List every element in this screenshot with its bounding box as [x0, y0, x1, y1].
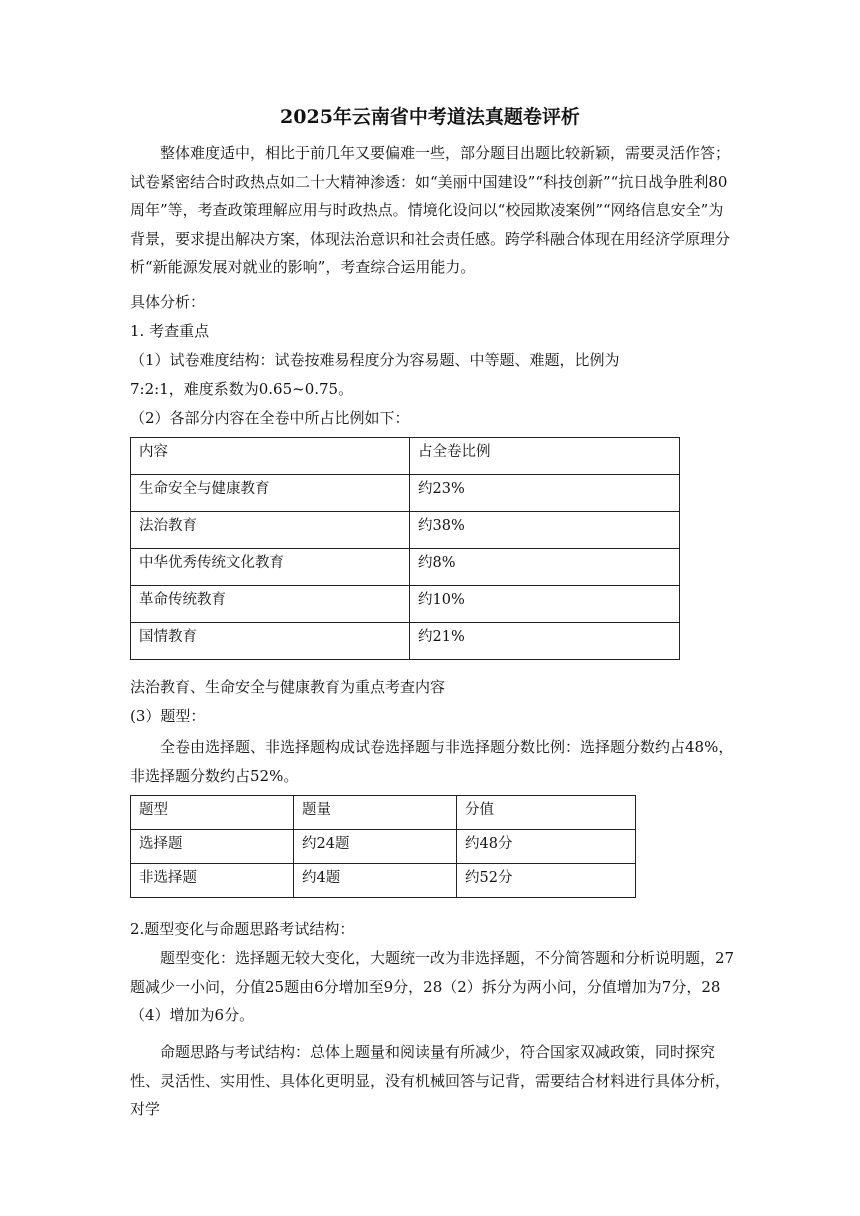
table-cell: 约24题 — [294, 830, 457, 864]
table-cell: 生命安全与健康教育 — [131, 475, 410, 512]
intro-paragraph: 整体难度适中，相比于前几年又要偏难一些，部分题目出题比较新颖，需要灵活作答；试卷紧密结合时政热点如二十大精神渗透：如“美丽中国建设”“科技创新”“抗日战争胜利80周年”等，考查政策理解应用与时政热点。情境化设问以“校园欺凌案例”“网络信息安全”为背景，要求提出解决方案，体现法治意识和社会责任感。跨学科融合体现在用经济学原理分析“新能源发展对就业的影响”，考查综合运用能力。 — [130, 144, 731, 276]
focus-note: 法治教育、生命安全与健康教育为重点考查内容 — [130, 678, 446, 696]
table-cell: 约52分 — [457, 864, 636, 898]
item1-line2: 7:2:1，难度系数为0.65~0.75。 — [130, 380, 354, 398]
table-cell: 约23% — [410, 475, 680, 512]
table-header-cell: 题型 — [131, 796, 294, 830]
table-cell: 约38% — [410, 512, 680, 549]
table-cell: 国情教育 — [131, 623, 410, 660]
table-header-cell: 内容 — [131, 438, 410, 475]
section1-heading: 1. 考查重点 — [130, 322, 210, 340]
section2-heading: 2.题型变化与命题思路考试结构： — [130, 920, 355, 938]
idea-paragraph: 命题思路与考试结构：总体上题量和阅读量有所减少，符合国家双减政策，同时探究性、灵活性、实用性、具体化更明显，没有机械回答与记背，需要结合材料进行具体分析，对学 — [130, 1043, 731, 1118]
table-header-cell: 分值 — [457, 796, 636, 830]
table-row — [131, 864, 636, 898]
table-cell: 约21% — [410, 623, 680, 660]
item3-text: (3）题型： — [130, 707, 206, 725]
table-cell: 约10% — [410, 586, 680, 623]
table-cell: 革命传统教育 — [131, 586, 410, 623]
types-paragraph: 全卷由选择题、非选择题构成试卷选择题与非选择题分数比例：选择题分数约占48%，非选择题分数约占52%。 — [130, 738, 734, 785]
table-cell: 选择题 — [131, 830, 294, 864]
table-header-cell: 题量 — [294, 796, 457, 830]
content-ratio-table — [130, 437, 680, 660]
table-row — [131, 586, 680, 623]
table-cell: 非选择题 — [131, 864, 294, 898]
table-cell: 中华优秀传统文化教育 — [131, 549, 410, 586]
item1-line1: （1）试卷难度结构：试卷按难易程度分为容易题、中等题、难题，比例为 — [130, 351, 620, 369]
analysis-heading: 具体分析： — [130, 293, 206, 311]
table-header-row — [131, 796, 636, 830]
table-row — [131, 623, 680, 660]
table-header-row — [131, 438, 680, 475]
table-header-cell: 占全卷比例 — [410, 438, 680, 475]
item2-text: （2）各部分内容在全卷中所占比例如下： — [130, 409, 410, 427]
table-row — [131, 549, 680, 586]
question-type-table — [130, 795, 636, 898]
table-row — [131, 512, 680, 549]
table-cell: 约4题 — [294, 864, 457, 898]
document-title: 2025年云南省中考道法真题卷评析 — [280, 106, 580, 128]
table-cell: 约8% — [410, 549, 680, 586]
table-cell: 法治教育 — [131, 512, 410, 549]
table-row — [131, 830, 636, 864]
change-paragraph: 题型变化：选择题无较大变化，大题统一改为非选择题，不分简答题和分析说明题，27题减少一小问，分值25题由6分增加至9分，28（2）拆分为两小问，分值增加为7分，28（4）增加为6分。 — [130, 949, 735, 1024]
table-cell: 约48分 — [457, 830, 636, 864]
table-row — [131, 475, 680, 512]
